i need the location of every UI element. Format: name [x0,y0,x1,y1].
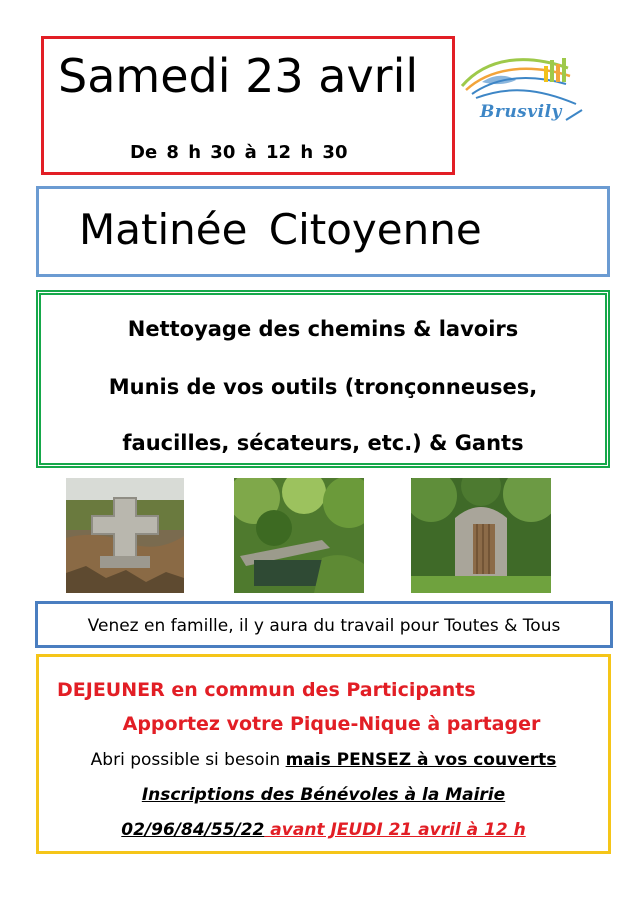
task-line: faucilles, sécateurs, etc.) & Gants [122,431,524,455]
family-note: Venez en famille, il y aura du travail pour Toutes & Tous [87,616,561,636]
picnic-note: Apportez votre Pique-Nique à partager [122,713,541,735]
shelter-text: Abri possible si besoin [90,750,286,770]
stone-well-photo [411,478,551,593]
registration-note: Inscriptions des Bénévoles à la Mairie [141,785,506,805]
logo-text: Brusvily [480,102,562,122]
lunch-heading: DEJEUNER en commun des Participants [57,679,476,701]
task-line: Nettoyage des chemins & lavoirs [127,317,519,341]
family-box [35,601,613,648]
task-line: Munis de vos outils (tronçonneuses, [108,375,538,399]
logo-graphic-icon [458,46,590,136]
page-title: Matinée Citoyenne [79,205,482,254]
registration-deadline: avant JEUDI 21 avril à 12 h [264,820,526,840]
event-hours: De 8 h 30 à 12 h 30 [130,142,348,163]
event-date: Samedi 23 avril [58,49,419,103]
brusvily-logo [458,46,590,136]
date-box [41,36,455,175]
shelter-note [39,750,608,770]
tasks-box [36,290,610,468]
contact-line [39,820,608,840]
cutlery-reminder: mais PENSEZ à vos couverts [285,750,557,770]
title-box [36,186,610,277]
lavoir-photo [234,478,364,593]
lunch-box [36,654,611,854]
phone-number: 02/96/84/55/22 [121,820,265,840]
stone-cross-photo [66,478,184,593]
